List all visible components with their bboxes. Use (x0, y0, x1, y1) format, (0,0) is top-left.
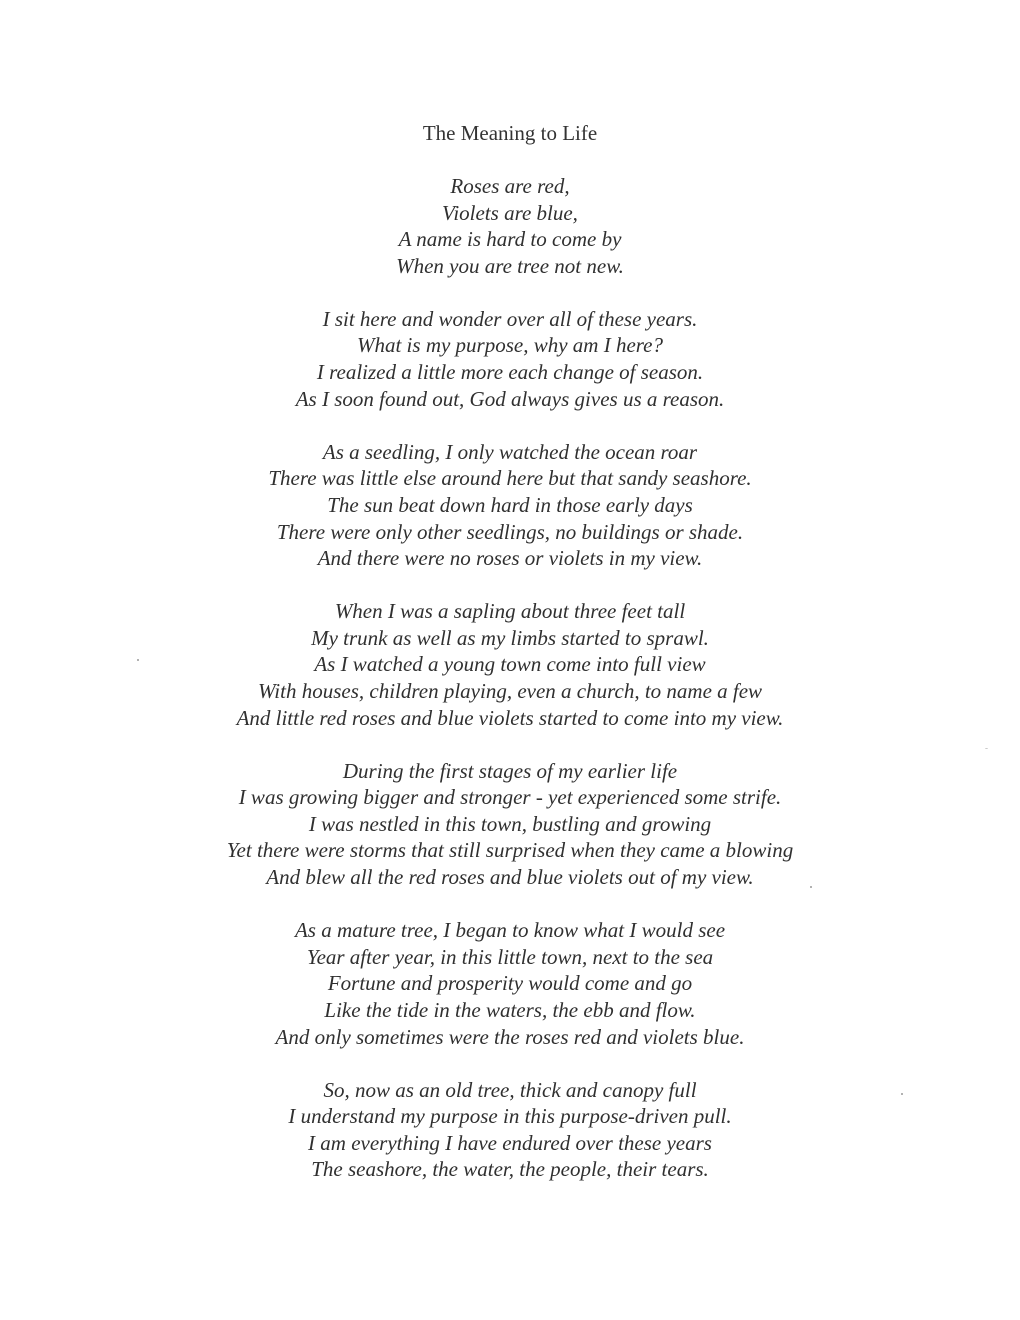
poem-line: Roses are red, (450, 174, 570, 198)
scan-speck (901, 1093, 903, 1095)
poem-line: The seashore, the water, the people, their tears. (311, 1157, 709, 1182)
stanza-3 (0, 439, 1020, 572)
poem-line: There was little else around here but that sandy seashore. (268, 466, 752, 491)
poem-line: And there were no roses or violets in my view. (317, 546, 703, 571)
scan-speck (985, 748, 988, 749)
poem-line: During the first stages of my earlier life (342, 758, 678, 783)
poem-title: The Meaning to Life (422, 121, 598, 145)
stanza-4 (0, 598, 1020, 731)
poem-line: Year after year, in this little town, next to the sea (306, 944, 714, 969)
stanza-5 (0, 758, 1020, 891)
poem-line: What is my purpose, why am I here? (356, 333, 663, 358)
poem-line: My trunk as well as my limbs started to sprawl. (311, 625, 709, 650)
stanza-6 (0, 917, 1020, 1050)
poem-line: So, now as an old tree, thick and canopy full (323, 1077, 697, 1102)
poem-line: I understand my purpose in this purpose-driven pull. (288, 1104, 732, 1129)
poem-line: I was nestled in this town, bustling and growing (308, 811, 712, 836)
poem-line: As I soon found out, God always gives us a reason. (295, 386, 725, 411)
poem-line: Violets are blue, (442, 200, 578, 225)
poem-line: Like the tide in the waters, the ebb and flow. (324, 997, 696, 1022)
stanza-2 (0, 306, 1020, 412)
poem-line: I sit here and wonder over all of these years. (322, 306, 698, 331)
poem-body (0, 173, 1020, 1210)
poem-line: Yet there were storms that still surprised when they came a blowing (226, 838, 794, 863)
poem-line: I realized a little more each change of season. (316, 360, 704, 385)
poem-line: When you are tree not new. (396, 253, 624, 278)
poem-line: As a mature tree, I began to know what I would see (294, 918, 726, 943)
stanza-7 (0, 1077, 1020, 1183)
scan-speck (137, 659, 139, 661)
poem-line: When I was a sapling about three feet tall (334, 599, 686, 624)
poem-line: And little red roses and blue violets started to come into my view. (236, 705, 784, 730)
stanza-1 (0, 173, 1020, 279)
poem-line: I am everything I have endured over these years (308, 1130, 712, 1155)
poem-line: And blew all the red roses and blue violets out of my view. (266, 865, 754, 890)
poem-line: There were only other seedlings, no buildings or shade. (276, 519, 744, 544)
scan-speck (810, 886, 812, 888)
poem-line: The sun beat down hard in those early days (327, 492, 693, 517)
poem-line: As I watched a young town come into full view (314, 652, 706, 677)
poem-line: With houses, children playing, even a church, to name a few (257, 679, 763, 703)
poem-line: A name is hard to come by (398, 227, 622, 252)
poem-line: Fortune and prosperity would come and go (327, 971, 693, 996)
poem-line: I was growing bigger and stronger - yet experienced some strife. (238, 785, 782, 810)
poem-line: As a seedling, I only watched the ocean roar (322, 439, 698, 464)
poem-line: And only sometimes were the roses red and violets blue. (275, 1024, 745, 1049)
